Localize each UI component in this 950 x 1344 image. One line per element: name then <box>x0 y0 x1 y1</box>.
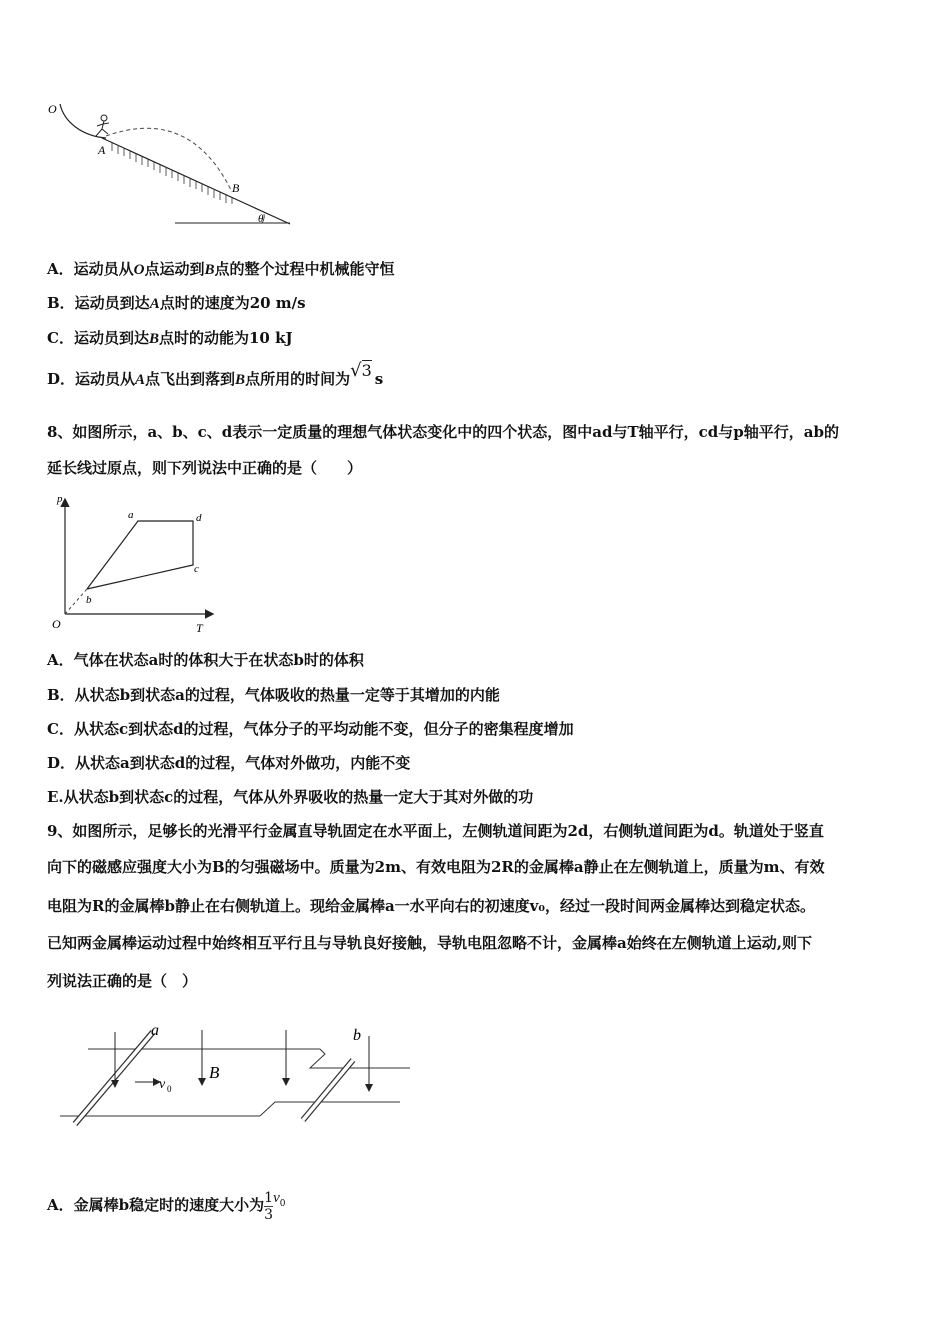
field-label-B: B <box>209 1063 220 1082</box>
fraction-one-third: $\frac{1}{3}$ <box>264 1189 274 1223</box>
sqrt-expression: √3 <box>350 360 372 381</box>
ski-jump-figure <box>40 96 300 231</box>
q9-stem-line3: 电阻为R的金属棒b静止在右侧轨道上。现给金属棒a一水平向右的初速度v₀，经过一段时间两金属棒达到稳定状态。 <box>47 897 815 915</box>
q9-stem-line4: 已知两金属棒运动过程中始终相互平行且与导轨良好接触，导轨电阻忽略不计，金属棒a始终在左侧轨道上运动,则下 <box>47 934 812 952</box>
q7-option-d: D．运动员从A点飞出到落到B点所用的时间为√3 s <box>47 360 384 388</box>
state-label-b: b <box>86 594 92 606</box>
state-label-a: a <box>128 509 134 521</box>
q8-option-c: C．从状态c到状态d的过程，气体分子的平均动能不变，但分子的密集程度增加 <box>47 720 574 738</box>
q9-option-a: A．金属棒b稳定时的速度大小为 $\frac{1}{3}$ $v^0$ <box>47 1189 286 1223</box>
label-B: B <box>232 181 240 195</box>
axis-label-p: p <box>57 493 63 505</box>
q7-option-a: A．运动员从O点运动到B点的整个过程中机械能守恒 <box>47 260 395 278</box>
q7-option-b: B．运动员到达A点时的速度为20 m/s <box>47 294 306 312</box>
state-label-c: c <box>194 563 199 575</box>
q9-stem-line2: 向下的磁感应强度大小为B的匀强磁场中。质量为2m、有效电阻为2R的金属棒a静止在左侧轨道上，质量为m、有效 <box>47 858 825 876</box>
q8-option-a: A．气体在状态a时的体积大于在状态b时的体积 <box>47 651 364 669</box>
label-theta: θ <box>258 213 264 225</box>
velocity-subscript: 0 <box>167 1084 172 1094</box>
q8-option-b: B．从状态b到状态a的过程，气体吸收的热量一定等于其增加的内能 <box>47 686 500 704</box>
q9-stem-line1: 9、如图所示，足够长的光滑平行金属直导轨固定在水平面上，左侧轨道间距为2d，右侧轨道间距为d。轨道处于竖直 <box>47 822 824 840</box>
rod-label-b: b <box>353 1027 361 1044</box>
velocity-label: v <box>159 1077 166 1092</box>
state-label-d: d <box>196 512 202 524</box>
rod-label-a: a <box>151 1022 159 1039</box>
axis-label-T: T <box>196 621 203 635</box>
q8-option-e: E.从状态b到状态c的过程，气体从外界吸收的热量一定大于其对外做的功 <box>47 788 534 806</box>
q8-stem-line2: 延长线过原点，则下列说法中正确的是（ ） <box>47 459 363 477</box>
q7-option-c: C．运动员到达B点时的动能为10 kJ <box>47 329 293 347</box>
label-O: O <box>48 102 57 116</box>
q8-stem-line1: 8、如图所示，a、b、c、d表示一定质量的理想气体状态变化中的四个状态，图中ad与T轴平行，cd与p轴平行，ab的 <box>47 423 839 441</box>
q9-stem-line5: 列说法正确的是（ ） <box>47 972 198 990</box>
rail-figure <box>55 1020 425 1130</box>
label-A: A <box>98 143 106 157</box>
p-t-graph <box>40 488 225 638</box>
q8-option-d: D．从状态a到状态d的过程，气体对外做功，内能不变 <box>47 754 411 772</box>
origin-label: O <box>52 617 61 631</box>
